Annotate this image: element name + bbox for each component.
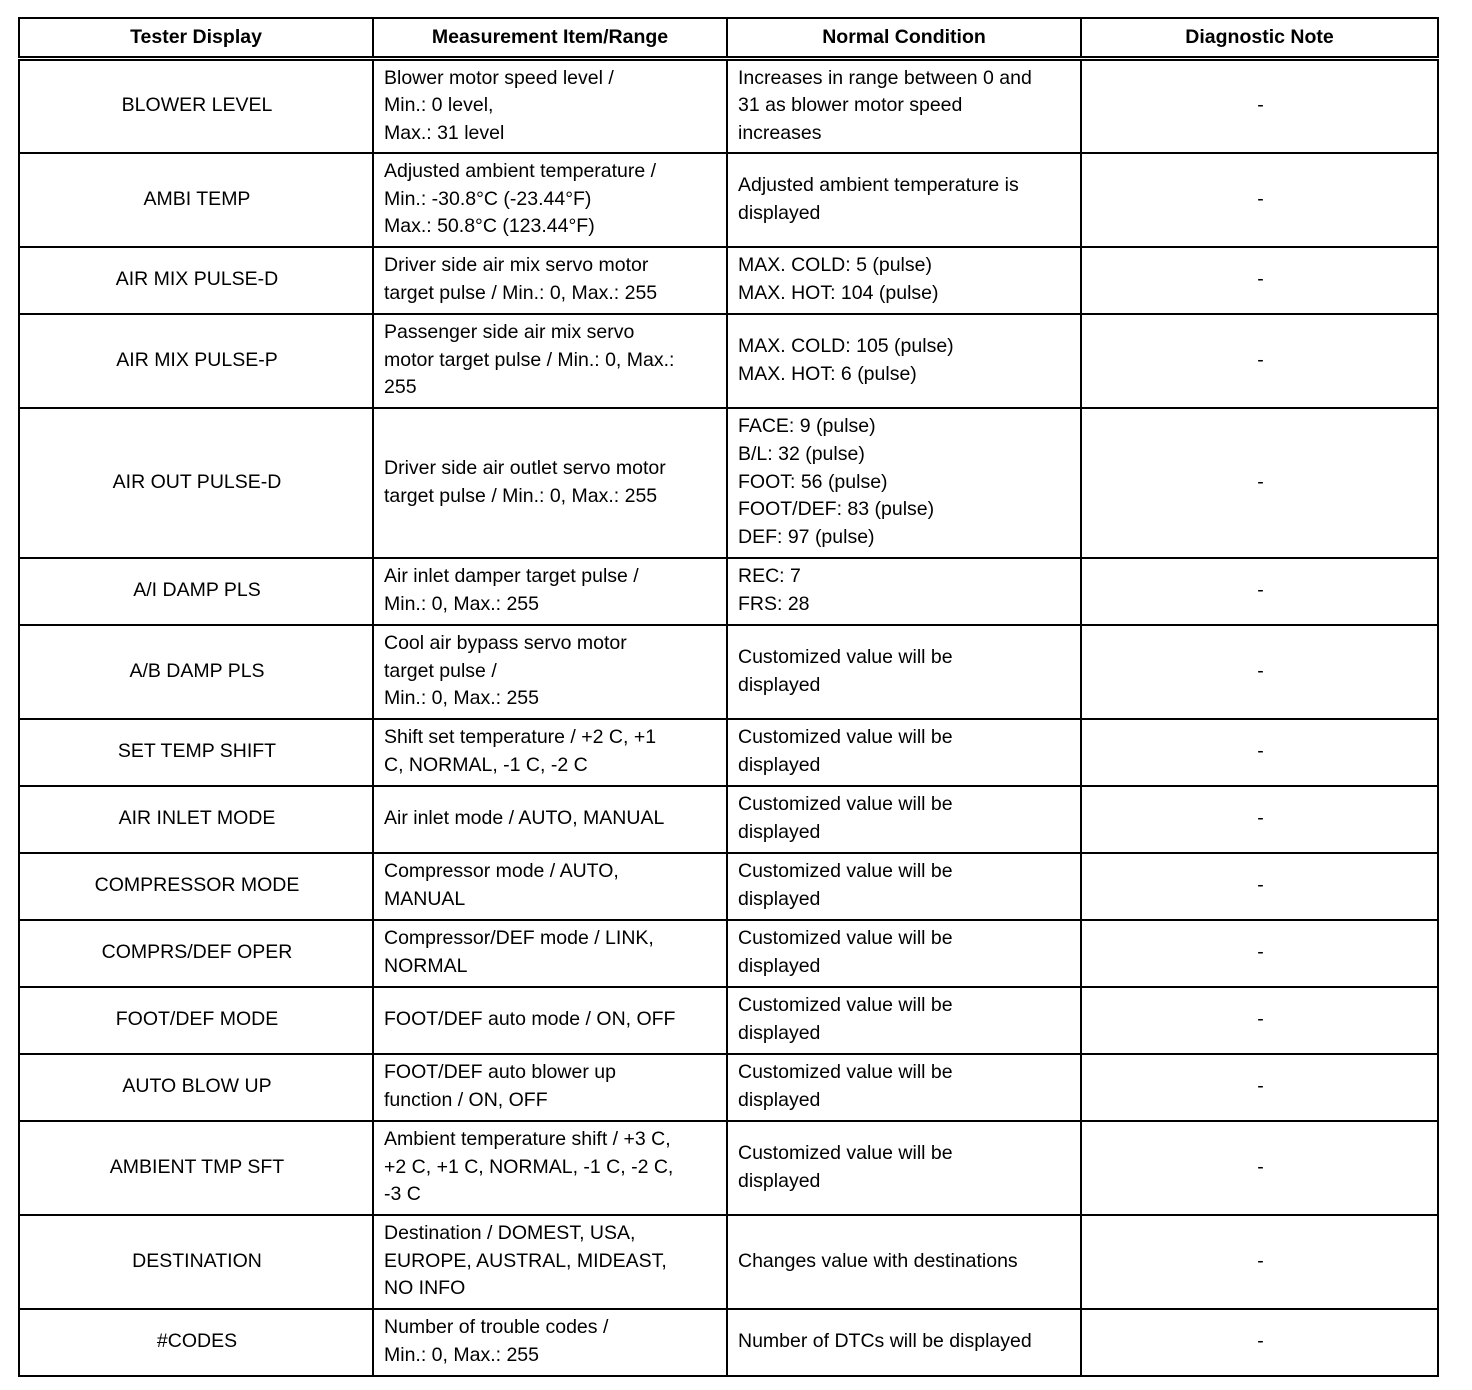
table-row — [19, 625, 1438, 719]
table-row — [19, 408, 1438, 558]
diagnostic-note-cell: - — [1081, 1054, 1438, 1121]
measurement-range-cell: Compressor/DEF mode / LINK, NORMAL — [373, 920, 727, 987]
normal-condition-cell: Customized value will be displayed — [727, 1054, 1081, 1121]
measurement-range-cell: Shift set temperature / +2 C, +1 C, NORMAL, -1 C, -2 C — [373, 719, 727, 786]
diagnostic-note-cell: - — [1081, 1309, 1438, 1376]
normal-condition-cell: Adjusted ambient temperature is displayed — [727, 153, 1081, 247]
table-row — [19, 1121, 1438, 1215]
normal-condition-cell: Customized value will be displayed — [727, 625, 1081, 719]
diagnostic-note-cell: - — [1081, 625, 1438, 719]
tester-display-cell: #CODES — [19, 1309, 373, 1376]
measurement-range-cell: Ambient temperature shift / +3 C, +2 C, +1 C, NORMAL, -1 C, -2 C, -3 C — [373, 1121, 727, 1215]
normal-condition-cell: Customized value will be displayed — [727, 719, 1081, 786]
measurement-range-cell: Blower motor speed level / Min.: 0 level, Max.: 31 level — [373, 59, 727, 153]
tester-display-cell: AMBI TEMP — [19, 153, 373, 247]
header-measurement-range: Measurement Item/Range — [373, 18, 727, 59]
tester-display-cell: AIR OUT PULSE-D — [19, 408, 373, 558]
tester-display-cell: A/I DAMP PLS — [19, 558, 373, 625]
measurement-range-cell: Passenger side air mix servo motor target pulse / Min.: 0, Max.: 255 — [373, 314, 727, 408]
diagnostic-note-cell: - — [1081, 853, 1438, 920]
table-row — [19, 987, 1438, 1054]
normal-condition-cell: FACE: 9 (pulse) B/L: 32 (pulse) FOOT: 56 (pulse) FOOT/DEF: 83 (pulse) DEF: 97 (pulse) — [727, 408, 1081, 558]
normal-condition-cell: REC: 7 FRS: 28 — [727, 558, 1081, 625]
diagnostic-note-cell: - — [1081, 558, 1438, 625]
table-row — [19, 1215, 1438, 1309]
diagnostic-note-cell: - — [1081, 247, 1438, 314]
diagnostic-note-cell: - — [1081, 408, 1438, 558]
table-row — [19, 853, 1438, 920]
document-page — [18, 17, 1437, 1377]
header-diagnostic-note: Diagnostic Note — [1081, 18, 1438, 59]
measurement-range-cell: Air inlet mode / AUTO, MANUAL — [373, 786, 727, 853]
table-row — [19, 59, 1438, 153]
measurement-range-cell: Cool air bypass servo motor target pulse / Min.: 0, Max.: 255 — [373, 625, 727, 719]
normal-condition-cell: Customized value will be displayed — [727, 987, 1081, 1054]
tester-display-cell: A/B DAMP PLS — [19, 625, 373, 719]
measurement-range-cell: Number of trouble codes / Min.: 0, Max.: 255 — [373, 1309, 727, 1376]
measurement-range-cell: Driver side air outlet servo motor target pulse / Min.: 0, Max.: 255 — [373, 408, 727, 558]
normal-condition-cell: MAX. COLD: 105 (pulse) MAX. HOT: 6 (pulse) — [727, 314, 1081, 408]
diagnostic-note-cell: - — [1081, 719, 1438, 786]
header-tester-display: Tester Display — [19, 18, 373, 59]
diagnostic-note-cell: - — [1081, 314, 1438, 408]
tester-display-cell: SET TEMP SHIFT — [19, 719, 373, 786]
table-row — [19, 920, 1438, 987]
header-normal-condition: Normal Condition — [727, 18, 1081, 59]
normal-condition-cell: Number of DTCs will be displayed — [727, 1309, 1081, 1376]
measurement-range-cell: Adjusted ambient temperature / Min.: -30.8°C (-23.44°F) Max.: 50.8°C (123.44°F) — [373, 153, 727, 247]
normal-condition-cell: Changes value with destinations — [727, 1215, 1081, 1309]
diagnostic-note-cell: - — [1081, 920, 1438, 987]
tester-display-cell: FOOT/DEF MODE — [19, 987, 373, 1054]
measurement-range-cell: Destination / DOMEST, USA, EUROPE, AUSTRAL, MIDEAST, NO INFO — [373, 1215, 727, 1309]
table-row — [19, 719, 1438, 786]
table-row — [19, 153, 1438, 247]
table-row — [19, 1309, 1438, 1376]
diagnostic-note-cell: - — [1081, 59, 1438, 153]
tester-display-cell: AMBIENT TMP SFT — [19, 1121, 373, 1215]
table-row — [19, 247, 1438, 314]
tester-display-cell: AIR MIX PULSE-P — [19, 314, 373, 408]
normal-condition-cell: Customized value will be displayed — [727, 853, 1081, 920]
diagnostic-note-cell: - — [1081, 1215, 1438, 1309]
measurement-range-cell: Air inlet damper target pulse / Min.: 0, Max.: 255 — [373, 558, 727, 625]
table-row — [19, 786, 1438, 853]
tester-display-cell: AIR MIX PULSE-D — [19, 247, 373, 314]
normal-condition-cell: MAX. COLD: 5 (pulse) MAX. HOT: 104 (pulse) — [727, 247, 1081, 314]
tester-display-cell: DESTINATION — [19, 1215, 373, 1309]
normal-condition-cell: Customized value will be displayed — [727, 786, 1081, 853]
diagnostic-note-cell: - — [1081, 786, 1438, 853]
normal-condition-cell: Customized value will be displayed — [727, 1121, 1081, 1215]
normal-condition-cell: Increases in range between 0 and 31 as blower motor speed increases — [727, 59, 1081, 153]
table-row — [19, 1054, 1438, 1121]
diagnostic-note-cell: - — [1081, 1121, 1438, 1215]
measurement-range-cell: FOOT/DEF auto mode / ON, OFF — [373, 987, 727, 1054]
tester-display-cell: BLOWER LEVEL — [19, 59, 373, 153]
table-row — [19, 558, 1438, 625]
normal-condition-cell: Customized value will be displayed — [727, 920, 1081, 987]
tester-display-cell: AIR INLET MODE — [19, 786, 373, 853]
tester-display-cell: AUTO BLOW UP — [19, 1054, 373, 1121]
tester-display-cell: COMPRESSOR MODE — [19, 853, 373, 920]
data-list-table — [18, 17, 1439, 1377]
diagnostic-note-cell: - — [1081, 987, 1438, 1054]
tester-display-cell: COMPRS/DEF OPER — [19, 920, 373, 987]
measurement-range-cell: FOOT/DEF auto blower up function / ON, OFF — [373, 1054, 727, 1121]
measurement-range-cell: Compressor mode / AUTO, MANUAL — [373, 853, 727, 920]
measurement-range-cell: Driver side air mix servo motor target pulse / Min.: 0, Max.: 255 — [373, 247, 727, 314]
table-header-row — [19, 18, 1438, 59]
diagnostic-note-cell: - — [1081, 153, 1438, 247]
table-row — [19, 314, 1438, 408]
